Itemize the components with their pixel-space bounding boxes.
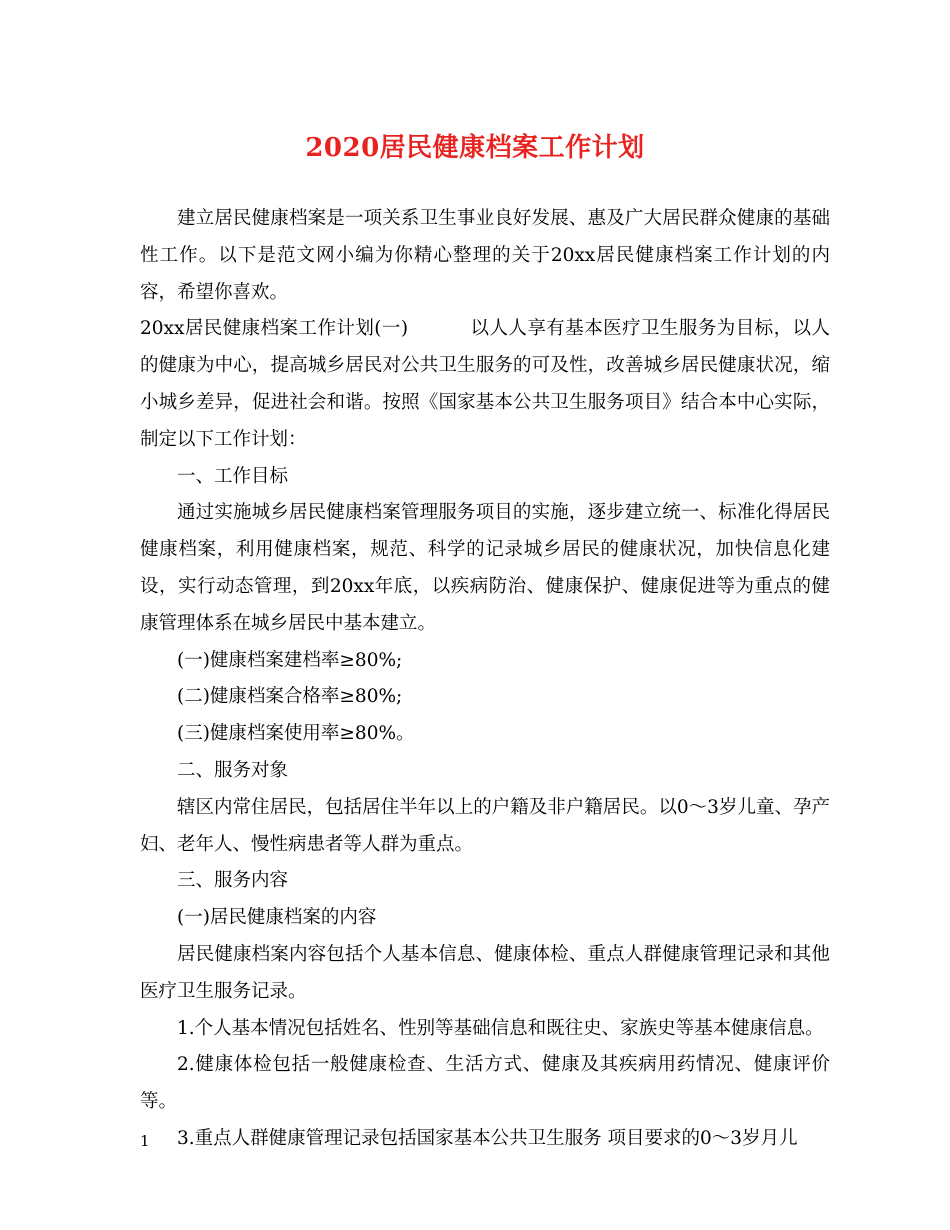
list-item-basic-info: 1.个人基本情况包括姓名、性别等基础信息和既往史、家族史等基本健康信息。 [177, 1017, 824, 1039]
page-title: 2020居民健康档案工作计划 [305, 133, 645, 163]
plan-one-text: 以人人享有基本医疗卫生服务为目标，以人的健康为中心，提高城乡居民对公共卫生服务的可及性，改善城乡居民健康状况，缩小城乡差异，促进社会和谐。按照《国家基本公共卫生服务项目》结合本中心实际，制定以下工作计划： [140, 318, 830, 450]
list-item-key-groups: 3.重点人群健康管理记录包括国家基本公共卫生服务 项目要求的0～3岁月儿 [177, 1127, 798, 1149]
paragraph-plan-one [140, 311, 830, 458]
list-item-health-check: 2.健康体检包括一般健康检查、生活方式、健康及其疾病用药情况、健康评价等。 [140, 1054, 830, 1113]
section-heading-service-content: 三、服务内容 [177, 870, 289, 892]
goal-item-3: (三)健康档案使用率≥80%。 [177, 723, 415, 745]
paragraph-intro: 建立居民健康档案是一项关系卫生事业良好发展、惠及广大居民群众健康的基础性工作。以下是范文网小编为你精心整理的关于20xx居民健康档案工作计划的内容，希望你喜欢。 [140, 208, 830, 303]
paragraph-record-content: 居民健康档案内容包括个人基本信息、健康体检、重点人群健康管理记录和其他医疗卫生服务记录。 [140, 943, 830, 1002]
page-number: 1 [140, 1132, 150, 1150]
subsection-heading-record-content: (一)居民健康档案的内容 [177, 907, 377, 929]
document-body [140, 201, 830, 1158]
section-heading-goals: 一、工作目标 [177, 465, 289, 487]
goal-item-1: (一)健康档案建档率≥80%; [177, 649, 403, 671]
plan-one-heading: 20xx居民健康档案工作计划(一) [140, 318, 409, 340]
section-heading-service-targets: 二、服务对象 [177, 759, 289, 781]
paragraph-service-targets: 辖区内常住居民，包括居住半年以上的户籍及非户籍居民。以0～3岁儿童、孕产妇、老年人、慢性病患者等人群为重点。 [140, 796, 830, 855]
paragraph-goals: 通过实施城乡居民健康档案管理服务项目的实施，逐步建立统一、标准化得居民健康档案，利用健康档案，规范、科学的记录城乡居民的健康状况，加快信息化建设，实行动态管理，到20xx年底，以疾病防治、健康保护、健康促进等为重点的健康管理体系在城乡居民中基本建立。 [140, 502, 830, 634]
goal-item-2: (二)健康档案合格率≥80%; [177, 686, 403, 708]
